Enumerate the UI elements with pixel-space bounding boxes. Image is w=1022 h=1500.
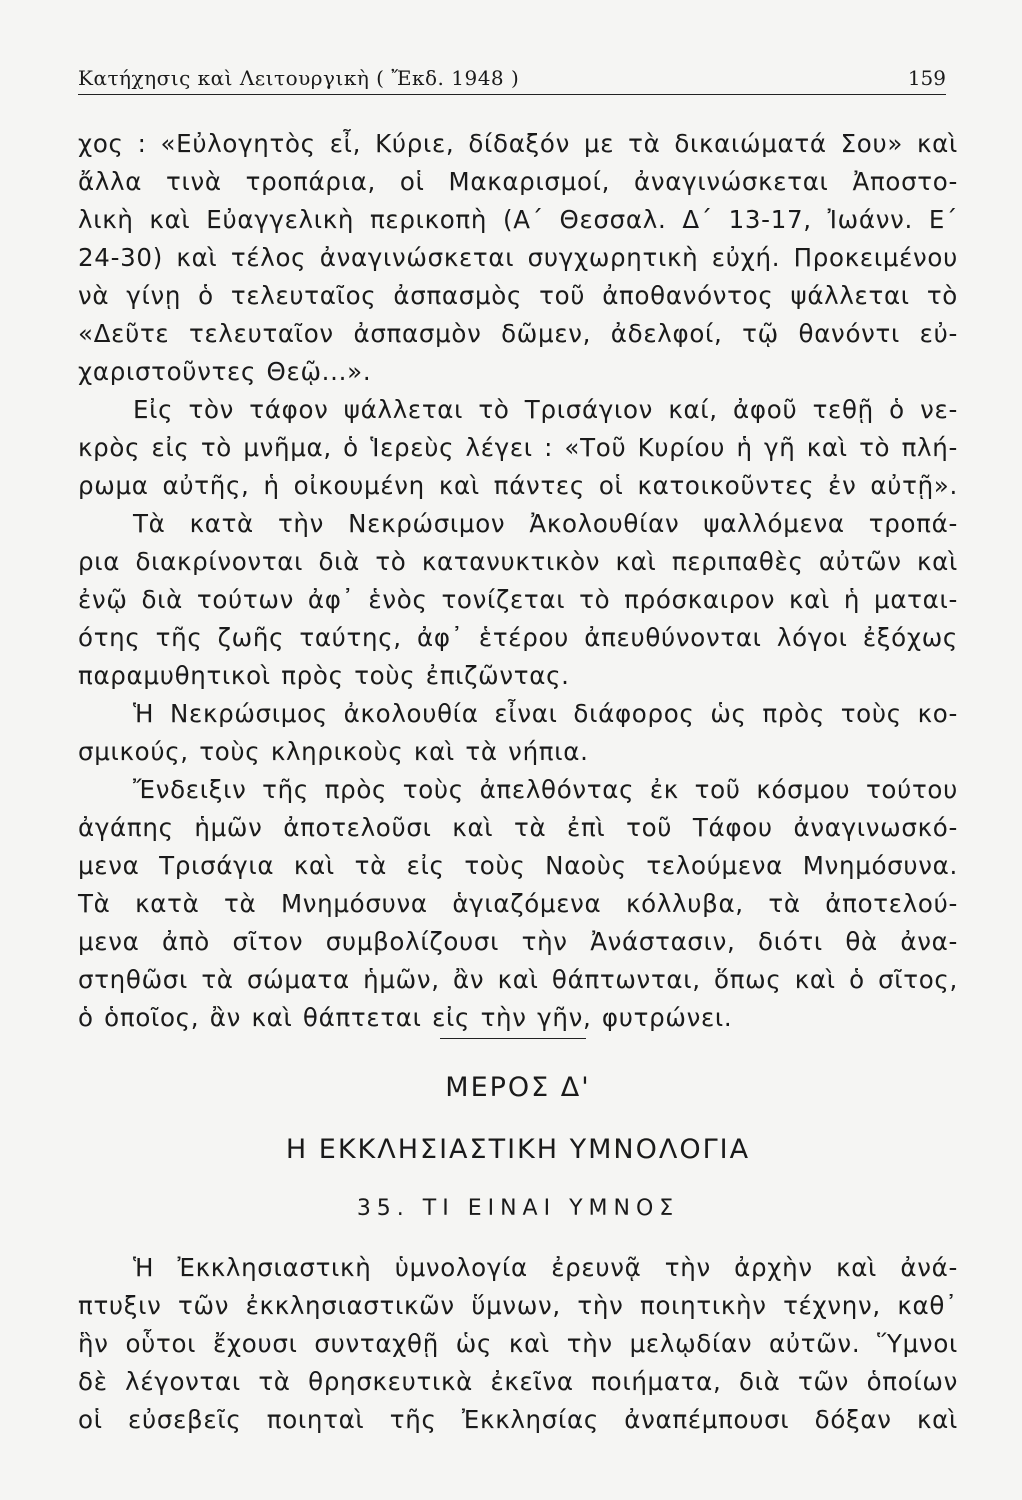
text-line: χος : «Εὐλογητὸς εἶ, Κύριε, δίδαξόν με τὰ δικαιώματά Σου» καὶ — [78, 129, 958, 158]
text-line: Τὰ κατὰ τὴν Νεκρώσιμον Ἀκολουθίαν ψαλλόμενα τροπά- — [133, 509, 958, 538]
subsection-heading: 35. ΤΙ ΕΙΝΑΙ ΥΜΝΟΣ — [356, 1196, 680, 1221]
text-line: ἐνῷ διὰ τούτων ἀφ᾽ ἑνὸς τονίζεται τὸ πρόσκαιρον καὶ ἡ μαται- — [78, 585, 958, 614]
text-line: οἱ εὐσεβεῖς ποιηταὶ τῆς Ἐκκλησίας ἀναπέμπουσι δόξαν καὶ — [78, 1405, 958, 1434]
part-heading: ΜΕΡΟΣ Δ' — [445, 1072, 591, 1103]
text-line: 24-30) καὶ τέλος ἀναγινώσκεται συγχωρητικὴ εὐχή. Προκειμένου — [78, 243, 958, 272]
running-header-title: Κατήχησις καὶ Λειτουργικὴ ( Ἔκδ. 1948 ) — [78, 66, 520, 90]
text-line: δὲ λέγονται τὰ θρησκευτικὰ ἐκεῖνα ποιήματα, διὰ τῶν ὁποίων — [78, 1367, 958, 1396]
text-line: νὰ γίνῃ ὁ τελευταῖος ἀσπασμὸς τοῦ ἀποθανόντος ψάλλεται τὸ — [78, 281, 958, 310]
text-line: κρὸς εἰς τὸ μνῆμα, ὁ Ἱερεὺς λέγει : «Τοῦ Κυρίου ἡ γῆ καὶ τὸ πλή- — [78, 433, 958, 462]
text-line: Ἔνδειξιν τῆς πρὸς τοὺς ἀπελθόντας ἐκ τοῦ κόσμου τούτου — [133, 775, 958, 804]
text-line: «Δεῦτε τελευταῖον ἀσπασμὸν δῶμεν, ἀδελφοί, τῷ θανόντι εὐ- — [78, 319, 958, 348]
text-line: ἣν οὗτοι ἔχουσι συνταχθῇ ὡς καὶ τὴν μελῳδίαν αὐτῶν. Ὕμνοι — [78, 1329, 958, 1358]
running-header — [78, 60, 946, 95]
text-line: ρια διακρίνονται διὰ τὸ κατανυκτικὸν καὶ περιπαθὲς αὐτῶν καὶ — [78, 547, 958, 576]
text-line: Τὰ κατὰ τὰ Μνημόσυνα ἁγιαζόμενα κόλλυβα, τὰ ἀποτελού- — [78, 889, 958, 918]
text-line: μενα ἀπὸ σῖτον συμβολίζουσι τὴν Ἀνάστασιν, διότι θὰ ἀνα- — [78, 927, 958, 956]
text-line: σμικούς, τοὺς κληρικοὺς καὶ τὰ νήπια. — [78, 737, 589, 766]
page-number: 159 — [907, 66, 946, 90]
text-line: Ἡ Ἐκκλησιαστικὴ ὑμνολογία ἐρευνᾷ τὴν ἀρχὴν καὶ ἀνά- — [133, 1253, 958, 1282]
text-line: λικὴ καὶ Εὐαγγελικὴ περικοπὴ (Α΄ Θεσσαλ. Δ΄ 13-17, Ἰωάνν. Ε΄ — [78, 205, 958, 234]
text-line: ἀγάπης ἡμῶν ἀποτελοῦσι καὶ τὰ ἐπὶ τοῦ Τάφου ἀναγινωσκό- — [78, 813, 958, 842]
text-line: μενα Τρισάγια καὶ τὰ εἰς τοὺς Ναοὺς τελούμενα Μνημόσυνα. — [78, 851, 958, 880]
text-line: πτυξιν τῶν ἐκκλησιαστικῶν ὕμνων, τὴν ποιητικὴν τέχνην, καθ᾽ — [78, 1291, 958, 1320]
text-line: ὁ ὁποῖος, ἂν καὶ θάπτεται εἰς τὴν γῆν, φυτρώνει. — [78, 1003, 733, 1032]
text-line: χαριστοῦντες Θεῷ...». — [78, 357, 372, 386]
text-line: ἄλλα τινὰ τροπάρια, οἱ Μακαρισμοί, ἀναγινώσκεται Ἀποστο- — [78, 167, 958, 196]
text-line: ότης τῆς ζωῆς ταύτης, ἀφ᾽ ἑτέρου ἀπευθύνονται λόγοι ἐξόχως — [78, 623, 958, 652]
section-divider — [440, 1038, 586, 1039]
text-line: Ἡ Νεκρώσιμος ἀκολουθία εἶναι διάφορος ὡς πρὸς τοὺς κο- — [133, 699, 958, 728]
text-line: παραμυθητικοὶ πρὸς τοὺς ἐπιζῶντας. — [78, 661, 570, 690]
text-line: Εἰς τὸν τάφον ψάλλεται τὸ Τρισάγιον καί, ἀφοῦ τεθῇ ὁ νε- — [133, 395, 958, 424]
text-line: ρωμα αὐτῆς, ἡ οἰκουμένη καὶ πάντες οἱ κατοικοῦντες ἐν αὐτῇ». — [78, 471, 958, 500]
text-line: στηθῶσι τὰ σώματα ἡμῶν, ἂν καὶ θάπτωνται, ὅπως καὶ ὁ σῖτος, — [78, 965, 958, 994]
section-heading: Η ΕΚΚΛΗΣΙΑΣΤΙΚΗ ΥΜΝΟΛΟΓΙΑ — [285, 1134, 751, 1165]
